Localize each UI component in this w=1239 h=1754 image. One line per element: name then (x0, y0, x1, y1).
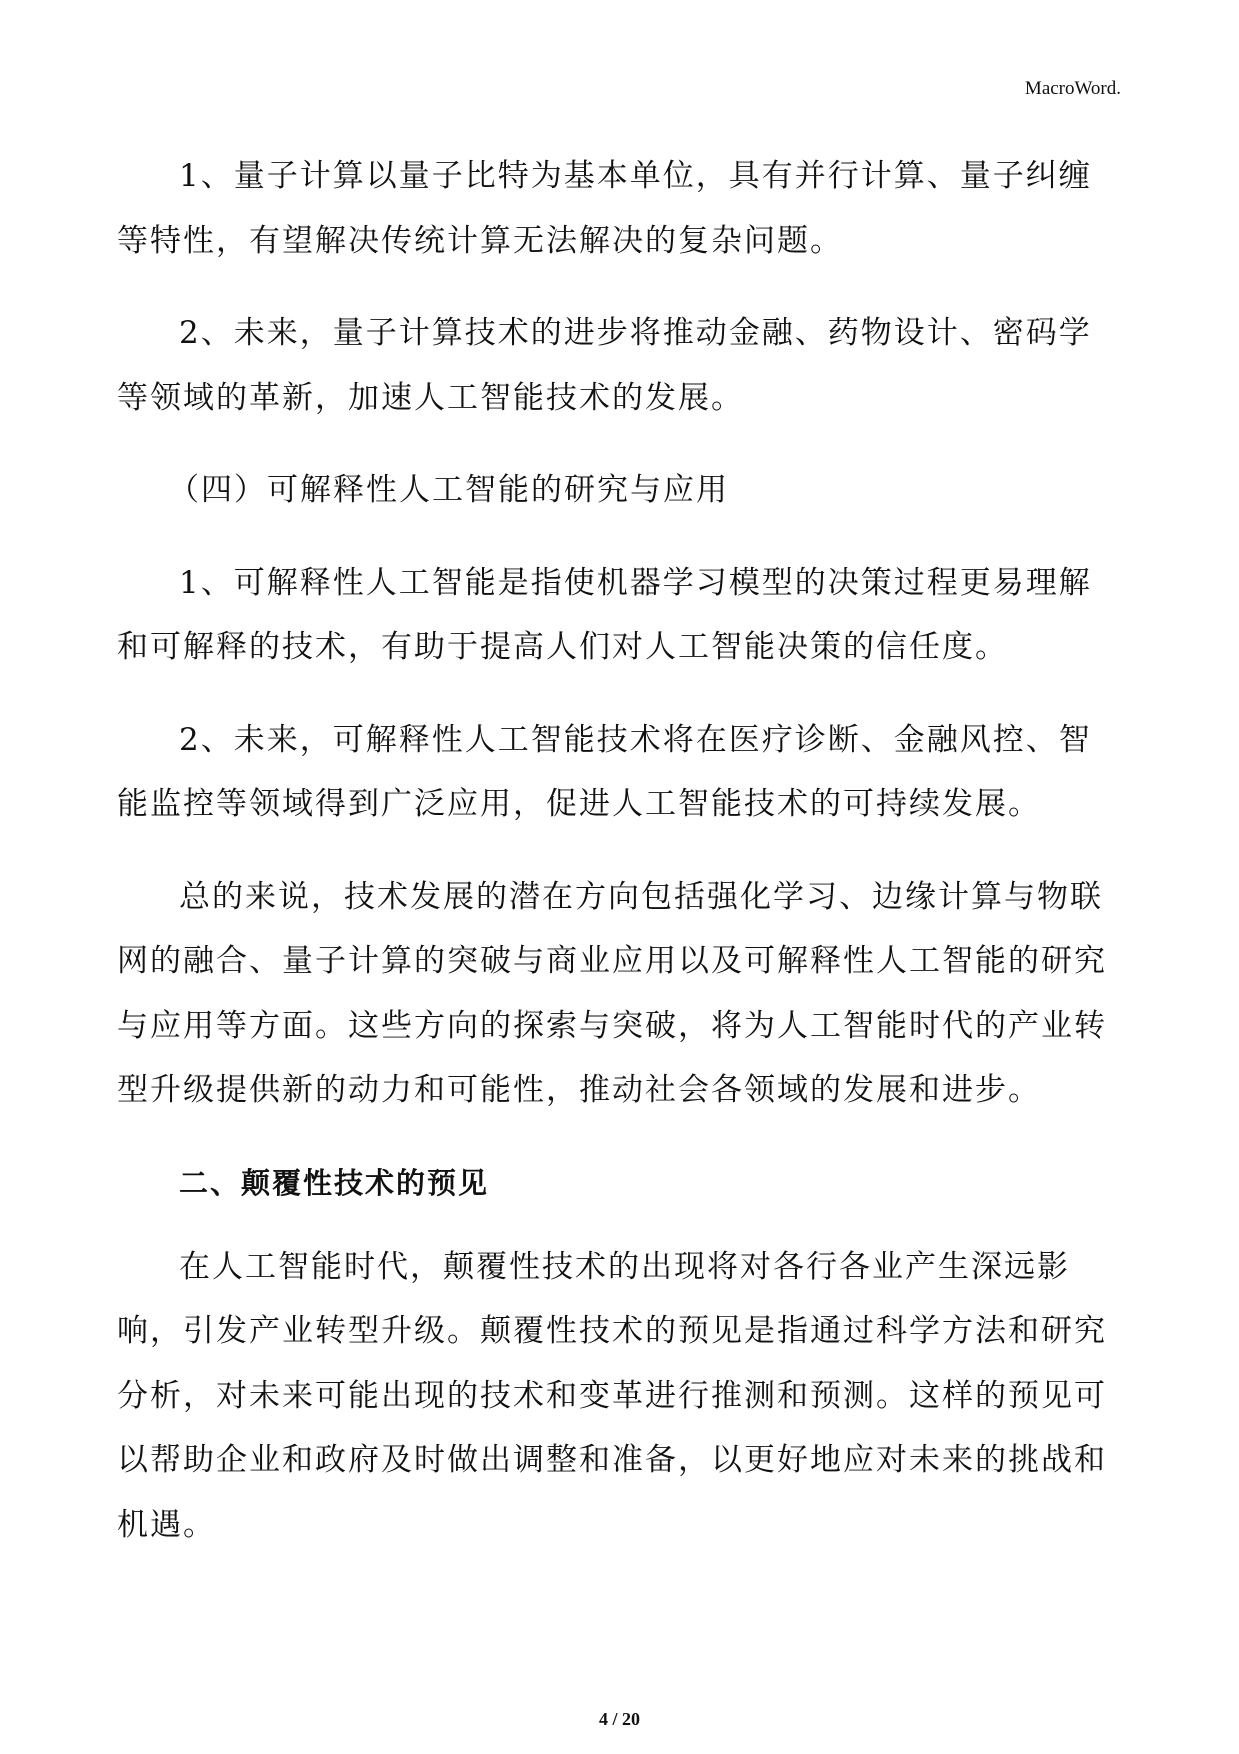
sub-heading-explainable-ai: （四）可解释性人工智能的研究与应用 (168, 472, 729, 508)
page-number: 4 / 20 (598, 1709, 640, 1729)
header-brand: MacroWord. (1024, 78, 1121, 99)
paragraph-quantum-2: 2、未来，量子计算技术的进步将推动金融、药物设计、密码学等领域的革新，加速人工智能技术的发展。 (117, 315, 1092, 416)
paragraph-summary: 总的来说，技术发展的潜在方向包括强化学习、边缘计算与物联网的融合、量子计算的突破与商业应用以及可解释性人工智能的研究与应用等方面。这些方向的探索与突破，将为人工智能时代的产业转型升级提供新的动力和可能性，推动社会各领域的发展和进步。 (117, 878, 1107, 1108)
section-heading-disruptive-tech: 二、颠覆性技术的预见 (179, 1165, 490, 1200)
paragraph-quantum-1: 1、量子计算以量子比特为基本单位，具有并行计算、量子纠缠等特性，有望解决传统计算无法解决的复杂问题。 (117, 158, 1092, 259)
paragraph-xai-1: 1、可解释性人工智能是指使机器学习模型的决策过程更易理解和可解释的技术，有助于提高人们对人工智能决策的信任度。 (117, 564, 1092, 665)
document-body (117, 144, 1117, 1585)
paragraph-xai-2: 2、未来，可解释性人工智能技术将在医疗诊断、金融风控、智能监控等领域得到广泛应用，促进人工智能技术的可持续发展。 (117, 721, 1092, 822)
paragraph-disruptive-tech: 在人工智能时代，颠覆性技术的出现将对各行各业产生深远影响，引发产业转型升级。颠覆性技术的预见是指通过科学方法和研究分析，对未来可能出现的技术和变革进行推测和预测。这样的预见可以帮助企业和政府及时做出调整和准备，以更好地应对未来的挑战和机遇。 (117, 1248, 1107, 1543)
